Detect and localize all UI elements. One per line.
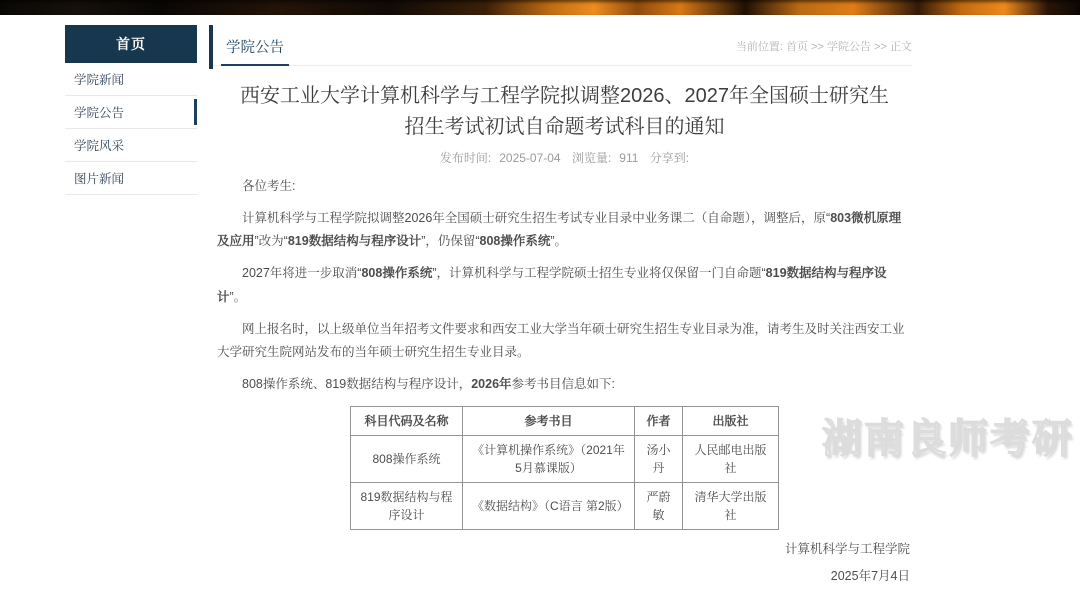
- watermark-text: 湖南良师考研: [822, 417, 1074, 461]
- breadcrumb-separator: >>: [871, 41, 890, 53]
- breadcrumb-item: 正文: [890, 41, 912, 53]
- table-cell: 严蔚敏: [635, 483, 683, 530]
- article-meta: [217, 149, 912, 166]
- table-cell: 819数据结构与程序设计: [351, 483, 463, 530]
- table-header-row: [351, 407, 779, 436]
- text: ”改为“: [254, 234, 288, 249]
- sidebar-menu: [65, 63, 197, 195]
- text: 计算机科学与工程学院拟调整2026年全国硕士研究生招生考试专业目录中业务课二（自命题），调整后，原“: [242, 211, 831, 226]
- bold-text: 808操作系统: [361, 266, 433, 281]
- publish-time-label: 发布时间:: [439, 151, 492, 165]
- table-header-cell: 参考书目: [463, 407, 635, 436]
- table-cell: 汤小丹: [635, 436, 683, 483]
- signoff-line: 2025年7月4日: [830, 568, 910, 583]
- reference-books-table: [350, 406, 779, 530]
- views-label: 浏览量:: [571, 151, 612, 165]
- text: 808操作系统、819数据结构与程序设计，: [242, 376, 472, 391]
- publish-time-value: 2025-07-04: [499, 151, 561, 165]
- article-body: [217, 175, 912, 396]
- article: [209, 81, 912, 590]
- sidebar-header-home[interactable]: 首页: [65, 25, 197, 63]
- page: [0, 15, 1080, 590]
- text: ”，计算机科学与工程学院硕士招生专业将仅保留一门自命题“: [432, 266, 766, 281]
- table-header-cell: 出版社: [683, 407, 779, 436]
- text: 各位考生:: [242, 179, 296, 193]
- breadcrumb-item[interactable]: 学院公告: [827, 41, 872, 53]
- paragraph-3: [217, 262, 912, 308]
- paragraph-2: [217, 207, 912, 253]
- sidebar-item-3[interactable]: 学院风采: [65, 129, 197, 162]
- paragraph-4: [217, 318, 912, 364]
- sidebar-item-4[interactable]: 图片新闻: [65, 162, 197, 195]
- campus-photo-banner: [0, 0, 1080, 15]
- bold-text: 819数据结构与程序设计: [217, 266, 887, 304]
- accent-bar: [209, 25, 213, 69]
- paragraph-5: [217, 373, 912, 396]
- text: 网上报名时，以上级单位当年招考文件要求和西安工业大学当年硕士研究生招生专业目录为准，请考生及时关注西安工业大学研究生院网站发布的当年硕士研究生招生专业目录。: [217, 321, 905, 359]
- share-label: 分享到:: [649, 151, 690, 165]
- table-cell: 808操作系统: [351, 436, 463, 483]
- text: ”。: [550, 234, 568, 249]
- content-area: [209, 25, 912, 590]
- text: 参考书目信息如下:: [511, 376, 616, 391]
- bold-text: 803微机原理及应用: [217, 211, 902, 249]
- table-cell: 《计算机操作系统》（2021年5月慕课版）: [463, 436, 635, 483]
- table-cell: 清华大学出版社: [683, 483, 779, 530]
- breadcrumb: [736, 38, 912, 65]
- breadcrumb-separator: >>: [808, 41, 828, 53]
- signoff-line: 计算机科学与工程学院: [784, 542, 910, 556]
- table-row: [351, 436, 779, 483]
- text: ”，仍保留“: [421, 234, 480, 249]
- paragraph-1: [217, 175, 912, 198]
- bold-text: 2026年: [471, 376, 512, 391]
- table-cell: 人民邮电出版社: [683, 436, 779, 483]
- page-title: 西安工业大学计算机科学与工程学院拟调整2026、2027年全国硕士研究生招生考试初试自命题考试科目的通知: [240, 85, 889, 138]
- table-header-cell: 科目代码及名称: [351, 407, 463, 436]
- views-value: 911: [619, 151, 639, 165]
- sidebar-item-2[interactable]: 学院公告: [65, 96, 197, 129]
- table-header-cell: 作者: [635, 407, 683, 436]
- content-header: [209, 25, 912, 66]
- breadcrumb-prefix: 当前位置:: [735, 41, 787, 53]
- table-body: [351, 436, 779, 530]
- table-row: [351, 483, 779, 530]
- sidebar: [65, 25, 197, 590]
- breadcrumb-item[interactable]: 首页: [786, 41, 809, 53]
- signoff: [217, 536, 912, 590]
- text: 2027年将进一步取消“: [242, 266, 362, 281]
- sidebar-item-1[interactable]: 学院新闻: [65, 63, 197, 96]
- table-cell: 《数据结构》（C语言 第2版）: [463, 483, 635, 530]
- bold-text: 819数据结构与程序设计: [287, 234, 422, 249]
- text: ”。: [229, 289, 247, 304]
- bold-text: 808操作系统: [479, 234, 551, 249]
- tab-announcements[interactable]: 学院公告: [221, 25, 289, 66]
